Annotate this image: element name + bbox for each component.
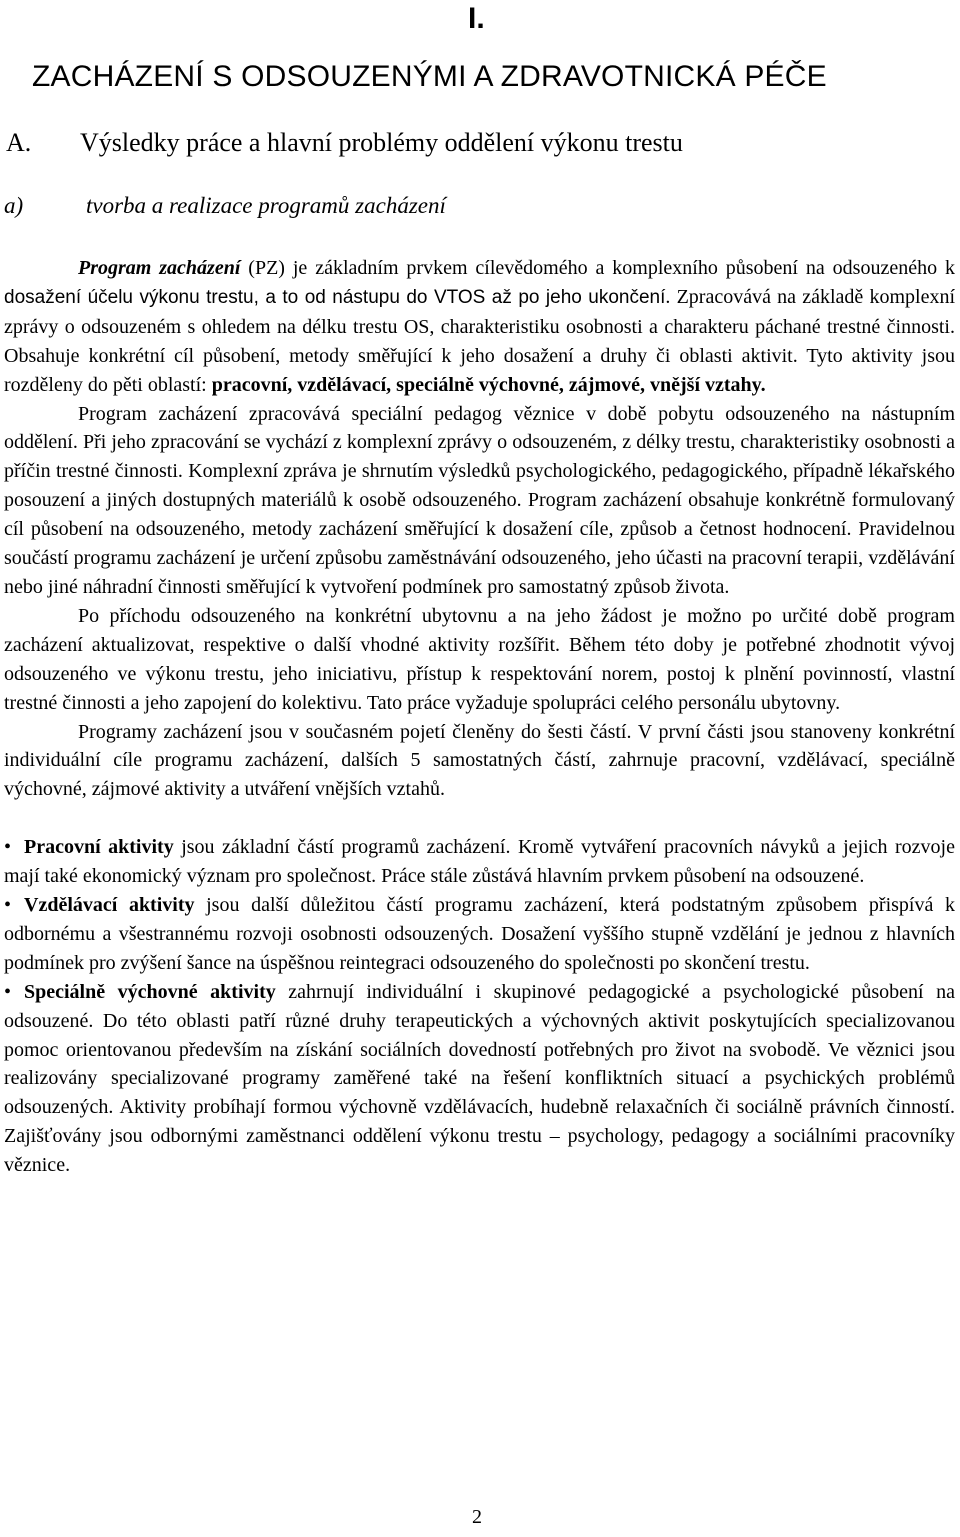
chapter-number: I. [468, 2, 485, 35]
bullet-item-education [4, 891, 955, 978]
paragraph-gap [4, 804, 955, 833]
bullet-text: jsou další důležitou částí programu zacházení, která podstatným způsobem přispívá k odbornému a všestrannému rozvoji osobnosti odsouzených. Dosažení vyššího stupně vzdělání je jednou z hlavních podmínek pro zvýšení šance na úspěšnou reintegraci odsouzeného do společnosti po skončení trestu. [4, 894, 955, 974]
term-program-zachazeni: Program zacházení [78, 257, 241, 279]
section-title: Výsledky práce a hlavní problémy oddělení výkonu trestu [80, 128, 683, 157]
paragraph-program-definition [4, 254, 955, 400]
bullet-text: jsou základní částí programů zacházení. Kromě vytváření pracovních návyků a jejich rozvoje mají také ekonomický význam pro společnost. Práce stále zůstává hlavním prvkem působení na odsouzené. [4, 836, 955, 888]
section-letter: A. [6, 128, 32, 157]
paragraph-text-sans: dosažení účelu výkonu trestu, a to od nástupu do VTOS až po jeho ukončení [4, 286, 666, 308]
document-body [4, 254, 955, 1180]
bullet-heading: Pracovní aktivity [24, 836, 174, 859]
bullet-heading: Speciálně výchovné aktivity [24, 980, 276, 1003]
paragraph-program-structure: Programy zacházení jsou v současném pojetí členěny do šesti částí. V první části jsou stanoveny konkrétní individuální cíle programu zacházení, dalších 5 samostatných částí, zahrnuje pracovní, vzdělávací, speciálně výchovné, zájmové aktivity a utváření vnějších vztahů. [4, 720, 955, 801]
activity-areas: pracovní, vzdělávací, speciálně výchovné, zájmové, vnější vztahy. [211, 373, 766, 396]
paragraph-program-update: Po příchodu odsouzeného na konkrétní ubytovnu a na jeho žádost je možno po určité době program zacházení aktualizovat, respektive o další vhodné aktivity rozšířit. Během této doby je potřebné zhodnotit vývoj odsouzeného ve výkonu trestu, jeho iniciativu, přístup k respektování norem, postoj k plnění povinností, vlastní trestné činnosti a jeho zapojení do kolektivu. Tato práce vyžaduje spolupráci celého personálu ubytovny. [4, 604, 955, 714]
paragraph-text: . Zpracovává na základě komplexní zprávy o odsouzeném s ohledem na délku trestu OS, charakteristiku osobnosti a charakteru páchané trestné činnosti. Obsahuje konkrétní cíl působení, metody směřující k jeho dosažení a druhy či oblasti aktivit. Tyto aktivity jsou rozděleny do pěti oblastí: [4, 285, 955, 396]
bullet-item-special-education [4, 978, 955, 1180]
bullet-icon: • [4, 836, 12, 859]
bullet-icon: • [4, 894, 12, 917]
paragraph-text: (PZ) je základním prvkem cílevědomého a komplexního působení na odsouzeného k [240, 257, 955, 279]
bullet-icon: • [4, 980, 12, 1003]
bullet-item-work [4, 833, 955, 891]
bullet-heading: Vzdělávací aktivity [24, 894, 195, 917]
subsection-letter: a) [4, 193, 24, 218]
page-number: 2 [472, 1506, 482, 1528]
chapter-title: ZACHÁZENÍ S ODSOUZENÝMI A ZDRAVOTNICKÁ PÉČE [32, 60, 827, 93]
paragraph-program-creation: Program zacházení zpracovává speciální pedagog věznice v době pobytu odsouzeného na nástupním oddělení. Při jeho zpracování se vychází z komplexní zprávy o odsouzeném, z délky trestu, charakteristiky osobnosti a příčin trestné činnosti. Komplexní zpráva je shrnutím výsledků psychologického, pedagogického, případně lékařského posouzení a jiných dostupných materiálů k osobě odsouzeného. Program zacházení obsahuje konkrétně formulovaný cíl působení na odsouzeného, metody zacházení směřující k dosažení cíle, způsob a četnost hodnocení. Pravidelnou součástí programu zacházení je určení způsobu zaměstnávání odsouzeného, jeho účasti na pracovní terapii, vzdělávání nebo jiné náhradní činnosti směřující k vytvoření podmínek pro samostatný způsob života. [4, 402, 955, 598]
subsection-title: tvorba a realizace programů zacházení [86, 193, 446, 218]
bullet-text: zahrnují individuální i skupinové pedagogické a psychologické působení na odsouzené. Do této oblasti patří různé druhy terapeutických a výchovných aktivit poskytujících specializovanou pomoc orientovanou především na získání sociálních dovedností potřebných pro život na svobodě. Ve věznici jsou realizovány specializované programy zaměřené také na řešení konfliktních situací a psychických problémů odsouzených. Aktivity probíhají formou výchovně vzdělávacích, hudebně relaxačních či sociálně právních činností. Zajišťovány jsou odbornými zaměstnanci oddělení výkonu trestu – psychology, pedagogy a sociálními pracovníky věznice. [4, 980, 956, 1177]
